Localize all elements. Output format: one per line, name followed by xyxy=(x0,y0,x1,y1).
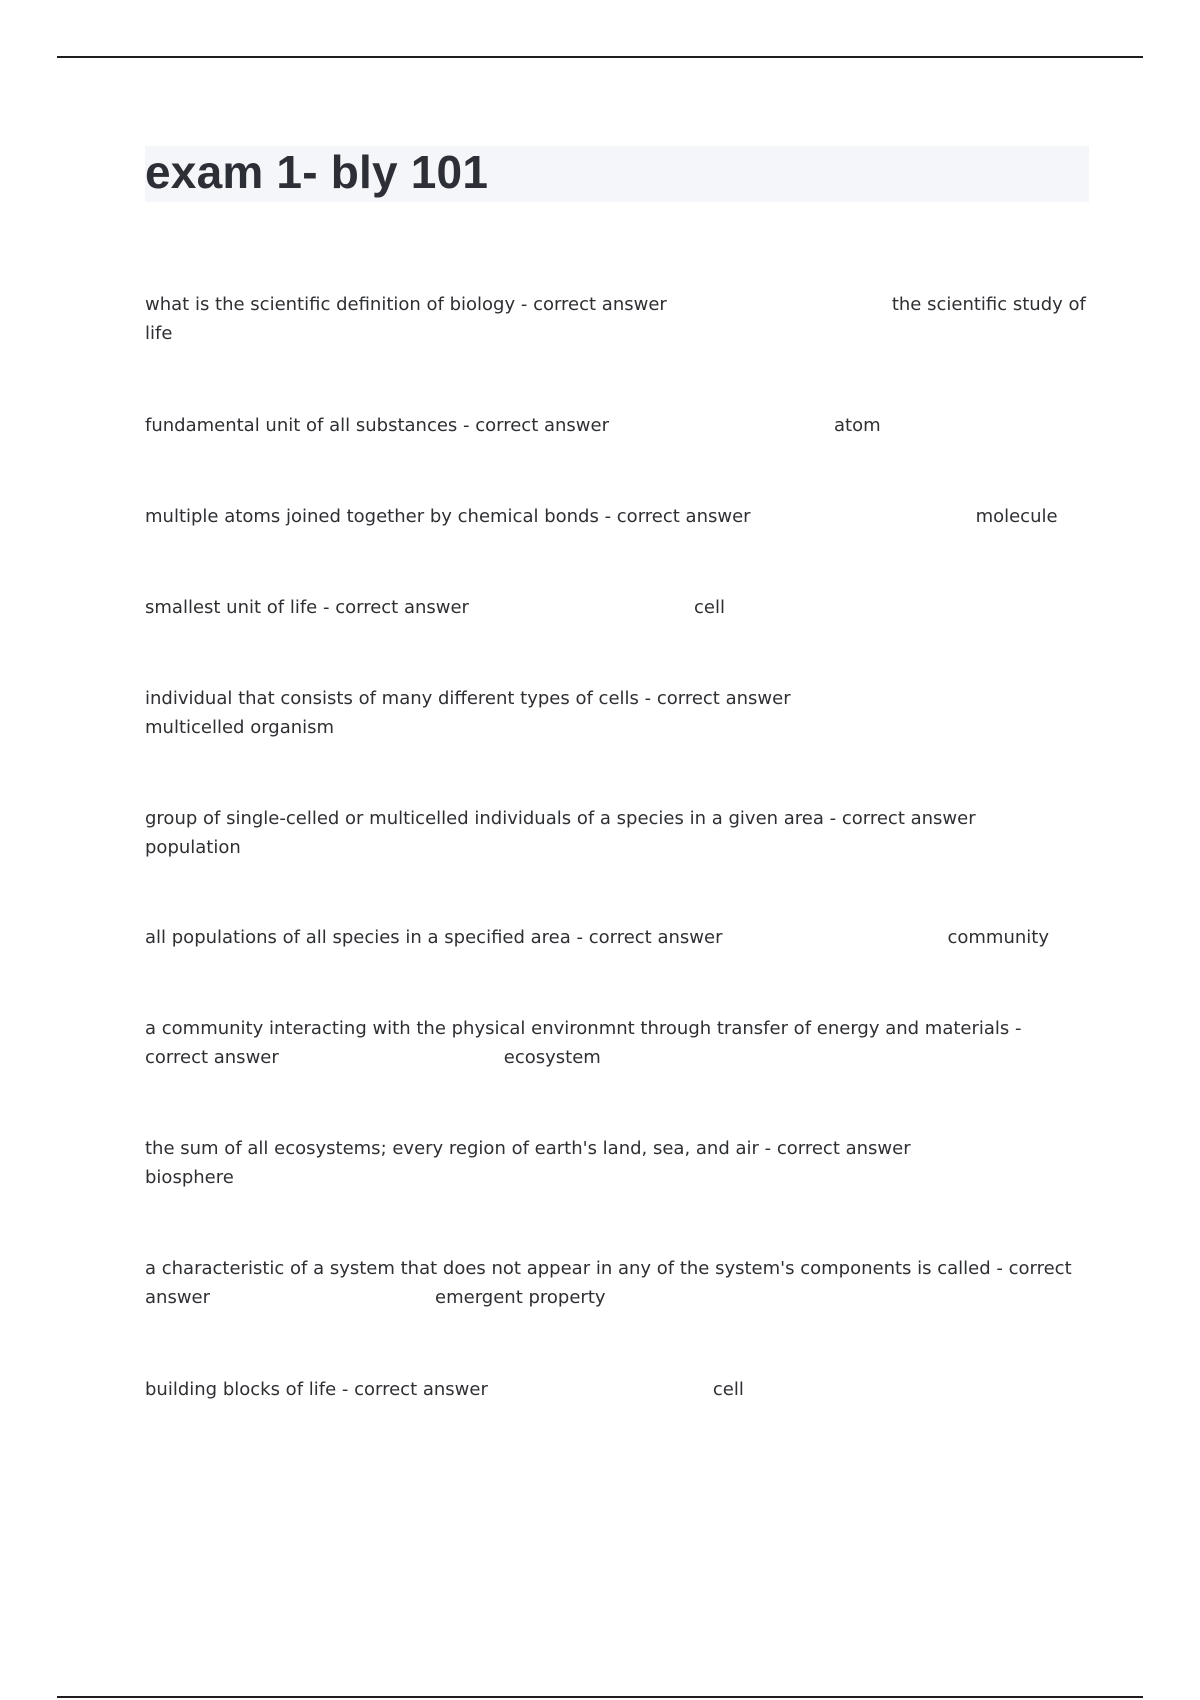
question-text: fundamental unit of all substances - correct answer xyxy=(145,415,609,436)
question-text: what is the scientific definition of biology - correct answer xyxy=(145,294,667,315)
top-rule xyxy=(57,56,1143,58)
answer-text: cell xyxy=(693,597,725,618)
answer-text: emergent property xyxy=(435,1287,606,1308)
question-text: multiple atoms joined together by chemical bonds - correct answer xyxy=(145,506,751,527)
answer-text: multicelled organism xyxy=(145,717,335,738)
answer-text: ecosystem xyxy=(503,1047,601,1068)
answer-text: population xyxy=(145,837,241,858)
question-text: a characteristic of a system that does not appear in any of the system's components is called - correct answer xyxy=(145,1258,1072,1308)
qa-item-8 xyxy=(145,1014,1090,1072)
question-text: all populations of all species in a specified area - correct answer xyxy=(145,927,723,948)
question-text: building blocks of life - correct answer xyxy=(145,1379,488,1400)
question-text: the sum of all ecosystems; every region of earth's land, sea, and air - correct answer xyxy=(145,1138,911,1159)
answer-text: biosphere xyxy=(145,1167,234,1188)
qa-item-1 xyxy=(145,290,1090,348)
qa-item-10 xyxy=(145,1254,1090,1312)
qa-item-9 xyxy=(145,1134,1090,1192)
answer-text: atom xyxy=(834,415,881,436)
answer-text: the scientific study of life xyxy=(145,294,1086,344)
question-text: individual that consists of many different types of cells - correct answer xyxy=(145,688,791,709)
question-text: smallest unit of life - correct answer xyxy=(145,597,469,618)
answer-text: community xyxy=(947,927,1049,948)
page-title: exam 1- bly 101 xyxy=(145,146,489,198)
answer-text: molecule xyxy=(975,506,1058,527)
question-text: group of single-celled or multicelled individuals of a species in a given area - correct answer xyxy=(145,808,976,829)
qa-item-2 xyxy=(145,411,1090,440)
qa-item-11 xyxy=(145,1375,1090,1404)
bottom-rule xyxy=(57,1696,1143,1698)
qa-item-3 xyxy=(145,502,1090,531)
answer-text: cell xyxy=(712,1379,744,1400)
question-text: a community interacting with the physical environmnt through transfer of energy and materials - correct answer xyxy=(145,1018,1022,1068)
qa-item-4 xyxy=(145,593,1090,622)
qa-item-5 xyxy=(145,684,1090,742)
qa-item-6 xyxy=(145,804,1090,862)
qa-item-7 xyxy=(145,923,1090,952)
